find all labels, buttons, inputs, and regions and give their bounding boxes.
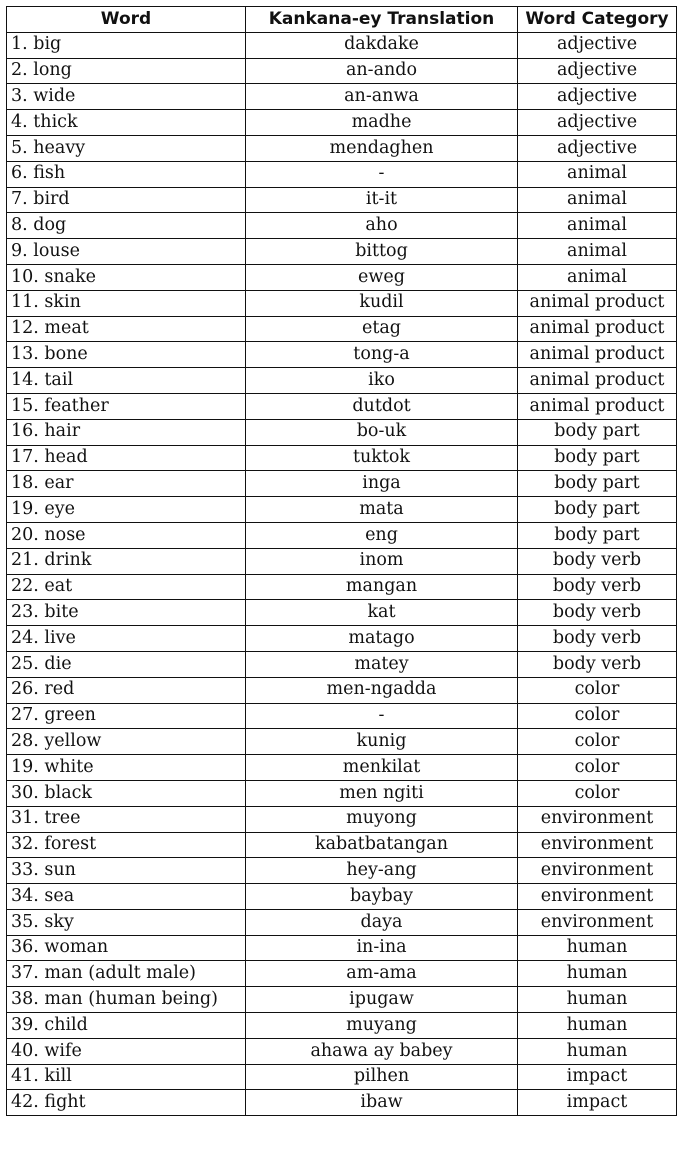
- table-row: [7, 58, 677, 84]
- cell-category: human: [518, 987, 677, 1013]
- table-row: [7, 1090, 677, 1116]
- cell-category: adjective: [518, 32, 677, 58]
- cell-category: body part: [518, 522, 677, 548]
- cell-translation: kabatbatangan: [246, 832, 518, 858]
- cell-word: 31. tree: [7, 806, 246, 832]
- table-row: [7, 1038, 677, 1064]
- table-row: [7, 1013, 677, 1039]
- cell-category: adjective: [518, 58, 677, 84]
- cell-translation: etag: [246, 316, 518, 342]
- cell-translation: iko: [246, 368, 518, 394]
- cell-word: 33. sun: [7, 858, 246, 884]
- vocabulary-table: [6, 6, 677, 1116]
- table-row: [7, 445, 677, 471]
- cell-translation: matago: [246, 626, 518, 652]
- cell-word: 36. woman: [7, 935, 246, 961]
- cell-translation: inom: [246, 548, 518, 574]
- table-row: [7, 806, 677, 832]
- table-row: [7, 471, 677, 497]
- cell-word: 25. die: [7, 651, 246, 677]
- cell-category: color: [518, 677, 677, 703]
- cell-category: body part: [518, 445, 677, 471]
- cell-word: 40. wife: [7, 1038, 246, 1064]
- cell-word: 20. nose: [7, 522, 246, 548]
- cell-word: 4. thick: [7, 110, 246, 136]
- cell-translation: daya: [246, 909, 518, 935]
- table-row: [7, 780, 677, 806]
- table-row: [7, 935, 677, 961]
- table-row: [7, 239, 677, 265]
- table-row: [7, 574, 677, 600]
- table-row: [7, 213, 677, 239]
- cell-translation: mendaghen: [246, 135, 518, 161]
- cell-category: animal product: [518, 290, 677, 316]
- cell-word: 9. louse: [7, 239, 246, 265]
- cell-category: environment: [518, 832, 677, 858]
- cell-translation: bo-uk: [246, 419, 518, 445]
- cell-translation: ahawa ay babey: [246, 1038, 518, 1064]
- cell-category: adjective: [518, 110, 677, 136]
- table-row: [7, 987, 677, 1013]
- cell-translation: in-ina: [246, 935, 518, 961]
- cell-word: 19. white: [7, 755, 246, 781]
- header-translation: Kankana-ey Translation: [246, 7, 518, 33]
- cell-word: 42. fight: [7, 1090, 246, 1116]
- cell-word: 5. heavy: [7, 135, 246, 161]
- cell-category: color: [518, 703, 677, 729]
- cell-word: 28. yellow: [7, 729, 246, 755]
- table-row: [7, 909, 677, 935]
- cell-word: 37. man (adult male): [7, 961, 246, 987]
- cell-word: 3. wide: [7, 84, 246, 110]
- cell-word: 21. drink: [7, 548, 246, 574]
- cell-word: 2. long: [7, 58, 246, 84]
- cell-category: human: [518, 1038, 677, 1064]
- cell-word: 11. skin: [7, 290, 246, 316]
- cell-category: environment: [518, 806, 677, 832]
- cell-translation: eweg: [246, 264, 518, 290]
- table-row: [7, 135, 677, 161]
- table-row: [7, 729, 677, 755]
- cell-category: color: [518, 729, 677, 755]
- cell-category: color: [518, 755, 677, 781]
- table-row: [7, 677, 677, 703]
- table-row: [7, 497, 677, 523]
- cell-translation: ipugaw: [246, 987, 518, 1013]
- cell-translation: mata: [246, 497, 518, 523]
- cell-word: 10. snake: [7, 264, 246, 290]
- cell-word: 8. dog: [7, 213, 246, 239]
- cell-word: 6. fish: [7, 161, 246, 187]
- cell-translation: inga: [246, 471, 518, 497]
- table-row: [7, 161, 677, 187]
- table-row: [7, 393, 677, 419]
- cell-category: animal product: [518, 393, 677, 419]
- cell-translation: bittog: [246, 239, 518, 265]
- cell-category: body verb: [518, 626, 677, 652]
- cell-translation: eng: [246, 522, 518, 548]
- cell-category: body part: [518, 497, 677, 523]
- cell-translation: matey: [246, 651, 518, 677]
- cell-category: animal: [518, 239, 677, 265]
- cell-translation: hey-ang: [246, 858, 518, 884]
- cell-category: color: [518, 780, 677, 806]
- cell-category: animal: [518, 213, 677, 239]
- cell-category: human: [518, 935, 677, 961]
- table-row: [7, 858, 677, 884]
- cell-word: 23. bite: [7, 600, 246, 626]
- table-row: [7, 703, 677, 729]
- table-row: [7, 600, 677, 626]
- cell-category: body verb: [518, 651, 677, 677]
- table-row: [7, 290, 677, 316]
- cell-category: animal: [518, 161, 677, 187]
- cell-category: adjective: [518, 84, 677, 110]
- cell-category: animal product: [518, 342, 677, 368]
- table-row: [7, 342, 677, 368]
- cell-category: body verb: [518, 574, 677, 600]
- table-row: [7, 419, 677, 445]
- cell-word: 12. meat: [7, 316, 246, 342]
- table-row: [7, 548, 677, 574]
- cell-translation: kunig: [246, 729, 518, 755]
- table-row: [7, 264, 677, 290]
- cell-translation: -: [246, 703, 518, 729]
- cell-translation: men ngiti: [246, 780, 518, 806]
- cell-translation: aho: [246, 213, 518, 239]
- cell-category: environment: [518, 884, 677, 910]
- header-row: [7, 7, 677, 33]
- cell-category: environment: [518, 909, 677, 935]
- cell-translation: ibaw: [246, 1090, 518, 1116]
- table-row: [7, 961, 677, 987]
- cell-word: 24. live: [7, 626, 246, 652]
- cell-translation: men-ngadda: [246, 677, 518, 703]
- cell-category: impact: [518, 1064, 677, 1090]
- cell-word: 30. black: [7, 780, 246, 806]
- table-row: [7, 651, 677, 677]
- cell-word: 38. man (human being): [7, 987, 246, 1013]
- cell-category: animal: [518, 264, 677, 290]
- cell-word: 19. eye: [7, 497, 246, 523]
- cell-translation: dakdake: [246, 32, 518, 58]
- cell-category: human: [518, 961, 677, 987]
- cell-word: 34. sea: [7, 884, 246, 910]
- table-row: [7, 1064, 677, 1090]
- cell-category: body part: [518, 471, 677, 497]
- cell-translation: muyang: [246, 1013, 518, 1039]
- table-row: [7, 32, 677, 58]
- table-row: [7, 187, 677, 213]
- cell-category: animal: [518, 187, 677, 213]
- cell-word: 14. tail: [7, 368, 246, 394]
- table-row: [7, 84, 677, 110]
- table-row: [7, 316, 677, 342]
- cell-translation: tong-a: [246, 342, 518, 368]
- cell-category: animal product: [518, 316, 677, 342]
- cell-translation: dutdot: [246, 393, 518, 419]
- cell-category: animal product: [518, 368, 677, 394]
- cell-translation: an-ando: [246, 58, 518, 84]
- table-row: [7, 884, 677, 910]
- header-word: Word: [7, 7, 246, 33]
- table-row: [7, 522, 677, 548]
- table-row: [7, 368, 677, 394]
- cell-translation: kudil: [246, 290, 518, 316]
- cell-word: 32. forest: [7, 832, 246, 858]
- cell-translation: mangan: [246, 574, 518, 600]
- cell-translation: muyong: [246, 806, 518, 832]
- cell-word: 27. green: [7, 703, 246, 729]
- cell-word: 15. feather: [7, 393, 246, 419]
- cell-category: body verb: [518, 600, 677, 626]
- cell-category: adjective: [518, 135, 677, 161]
- cell-translation: menkilat: [246, 755, 518, 781]
- cell-word: 17. head: [7, 445, 246, 471]
- cell-word: 18. ear: [7, 471, 246, 497]
- cell-category: environment: [518, 858, 677, 884]
- table-row: [7, 626, 677, 652]
- cell-translation: madhe: [246, 110, 518, 136]
- cell-word: 22. eat: [7, 574, 246, 600]
- cell-category: body verb: [518, 548, 677, 574]
- table-row: [7, 110, 677, 136]
- cell-translation: baybay: [246, 884, 518, 910]
- cell-word: 41. kill: [7, 1064, 246, 1090]
- cell-word: 35. sky: [7, 909, 246, 935]
- cell-translation: pilhen: [246, 1064, 518, 1090]
- cell-category: impact: [518, 1090, 677, 1116]
- cell-word: 26. red: [7, 677, 246, 703]
- cell-word: 13. bone: [7, 342, 246, 368]
- cell-word: 39. child: [7, 1013, 246, 1039]
- cell-translation: tuktok: [246, 445, 518, 471]
- header-category: Word Category: [518, 7, 677, 33]
- cell-word: 16. hair: [7, 419, 246, 445]
- cell-word: 7. bird: [7, 187, 246, 213]
- cell-word: 1. big: [7, 32, 246, 58]
- cell-translation: am-ama: [246, 961, 518, 987]
- cell-category: body part: [518, 419, 677, 445]
- table-row: [7, 755, 677, 781]
- cell-translation: kat: [246, 600, 518, 626]
- cell-translation: -: [246, 161, 518, 187]
- cell-category: human: [518, 1013, 677, 1039]
- cell-translation: it-it: [246, 187, 518, 213]
- table-row: [7, 832, 677, 858]
- cell-translation: an-anwa: [246, 84, 518, 110]
